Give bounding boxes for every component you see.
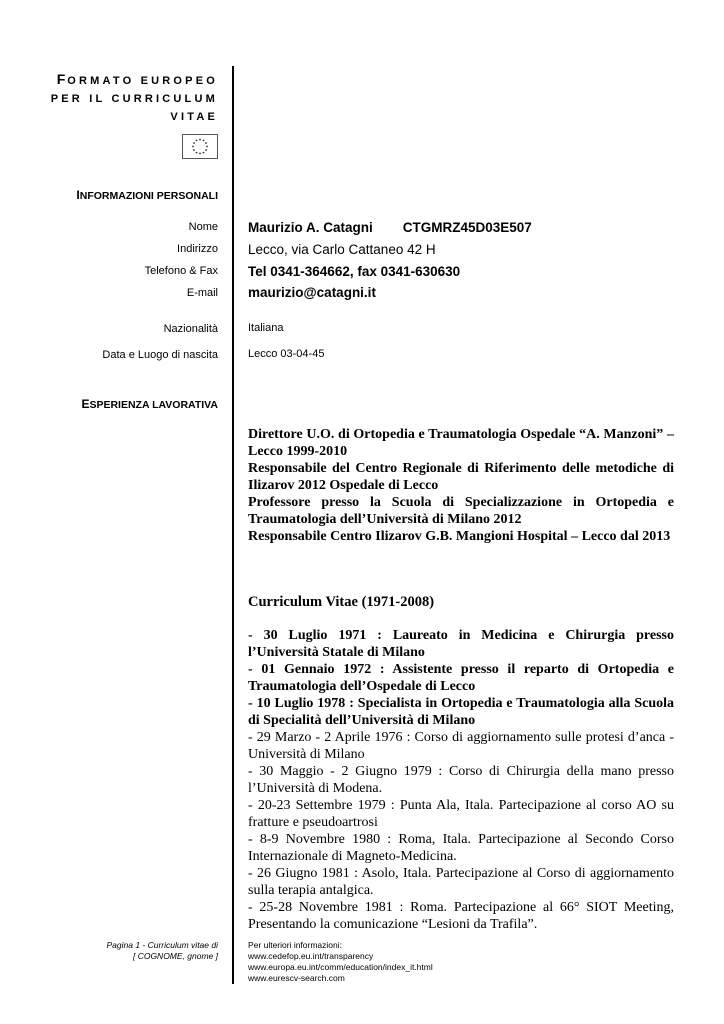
footer-page-info: Pagina 1 - Curriculum vitae di [ COGNOME, gnome ] bbox=[106, 940, 218, 961]
value-nome: Maurizio A. Catagni CTGMRZ45D03E507 bbox=[248, 220, 532, 235]
label-telefono: Telefono & Fax bbox=[144, 265, 218, 277]
cv-item: - 29 Marzo - 2 Aprile 1976 : Corso di aggiornamento sulle protesi d’anca - Università di Milano bbox=[248, 730, 674, 762]
footer-link: www.europa.eu.int/comm/education/index_it.html bbox=[248, 962, 433, 972]
footer-info-label: Per ulteriori informazioni: bbox=[248, 940, 343, 950]
label-data-nascita: Data e Luogo di nascita bbox=[102, 349, 218, 361]
value-indirizzo: Lecco, via Carlo Cattaneo 42 H bbox=[248, 242, 436, 257]
footer-link: www.eurescv-search.com bbox=[248, 973, 345, 983]
label-email: E-mail bbox=[186, 287, 218, 299]
value-nazionalita: Italiana bbox=[248, 322, 284, 334]
cv-item: - 26 Giugno 1981 : Asolo, Itala. Partecipazione al Corso di aggiornamento sulla terapia antalgica. bbox=[248, 866, 674, 898]
value-telefono: Tel 0341-364662, fax 0341-630630 bbox=[248, 264, 461, 279]
title-line-3: VITAE bbox=[170, 111, 218, 123]
value-data-nascita: Lecco 03-04-45 bbox=[248, 348, 325, 360]
title-line-1: FORMATO EUROPEO bbox=[56, 71, 218, 87]
role-item: Responsabile Centro Ilizarov G.B. Mangioni Hospital – Lecco dal 2013 bbox=[248, 529, 671, 544]
cv-item: - 25-28 Novembre 1981 : Roma. Partecipazione al 66° SIOT Meeting, Presentando la comunicazione “Lesioni da Trafila”. bbox=[248, 900, 674, 932]
label-indirizzo: Indirizzo bbox=[177, 243, 218, 255]
cv-item: - 10 Luglio 1978 : Specialista in Ortopedia e Traumatologia alla Scuola di Specialità dell’Università di Milano bbox=[248, 696, 674, 728]
title-line-2: PER IL CURRICULUM bbox=[50, 93, 218, 105]
document-title bbox=[51, 70, 218, 126]
role-item: Responsabile del Centro Regionale di Riferimento delle metodiche di Ilizarov 2012 Ospedale di Lecco bbox=[248, 461, 674, 493]
cv-item: - 01 Gennaio 1972 : Assistente presso il reparto di Ortopedia e Traumatologia dell’Ospedale di Lecco bbox=[248, 662, 674, 694]
footer-links bbox=[248, 940, 433, 984]
footer-link: www.cedefop.eu.int/transparency bbox=[248, 951, 374, 961]
eu-flag-icon bbox=[182, 134, 218, 159]
label-nome: Nome bbox=[188, 221, 218, 233]
role-item: Professore presso la Scuola di Specializzazione in Ortopedia e Traumatologia dell’Università di Milano 2012 bbox=[248, 495, 674, 527]
roles-list bbox=[248, 426, 674, 545]
vertical-divider bbox=[232, 66, 234, 984]
cv-item: - 20-23 Settembre 1979 : Punta Ala, Itala. Partecipazione al corso AO su fratture e pseudoartrosi bbox=[248, 798, 674, 830]
cv-item: - 30 Maggio - 2 Giugno 1979 : Corso di Chirurgia della mano presso l’Università di Modena. bbox=[248, 764, 674, 796]
label-nazionalita: Nazionalità bbox=[163, 323, 218, 335]
cv-item: - 30 Luglio 1971 : Laureato in Medicina e Chirurgia presso l’Università Statale di Milano bbox=[248, 628, 674, 660]
value-email: maurizio@catagni.it bbox=[248, 285, 376, 300]
cv-list bbox=[248, 627, 674, 933]
section-work-experience: ESPERIENZA LAVORATIVA bbox=[81, 397, 218, 411]
cv-item: - 8-9 Novembre 1980 : Roma, Itala. Partecipazione al Secondo Corso Internazionale di Magneto-Medicina. bbox=[248, 832, 674, 864]
cv-title: Curriculum Vitae (1971-2008) bbox=[248, 594, 435, 610]
section-personal-info: INFORMAZIONI PERSONALI bbox=[76, 188, 218, 202]
role-item: Direttore U.O. di Ortopedia e Traumatologia Ospedale “A. Manzoni” – Lecco 1999-2010 bbox=[248, 427, 674, 459]
